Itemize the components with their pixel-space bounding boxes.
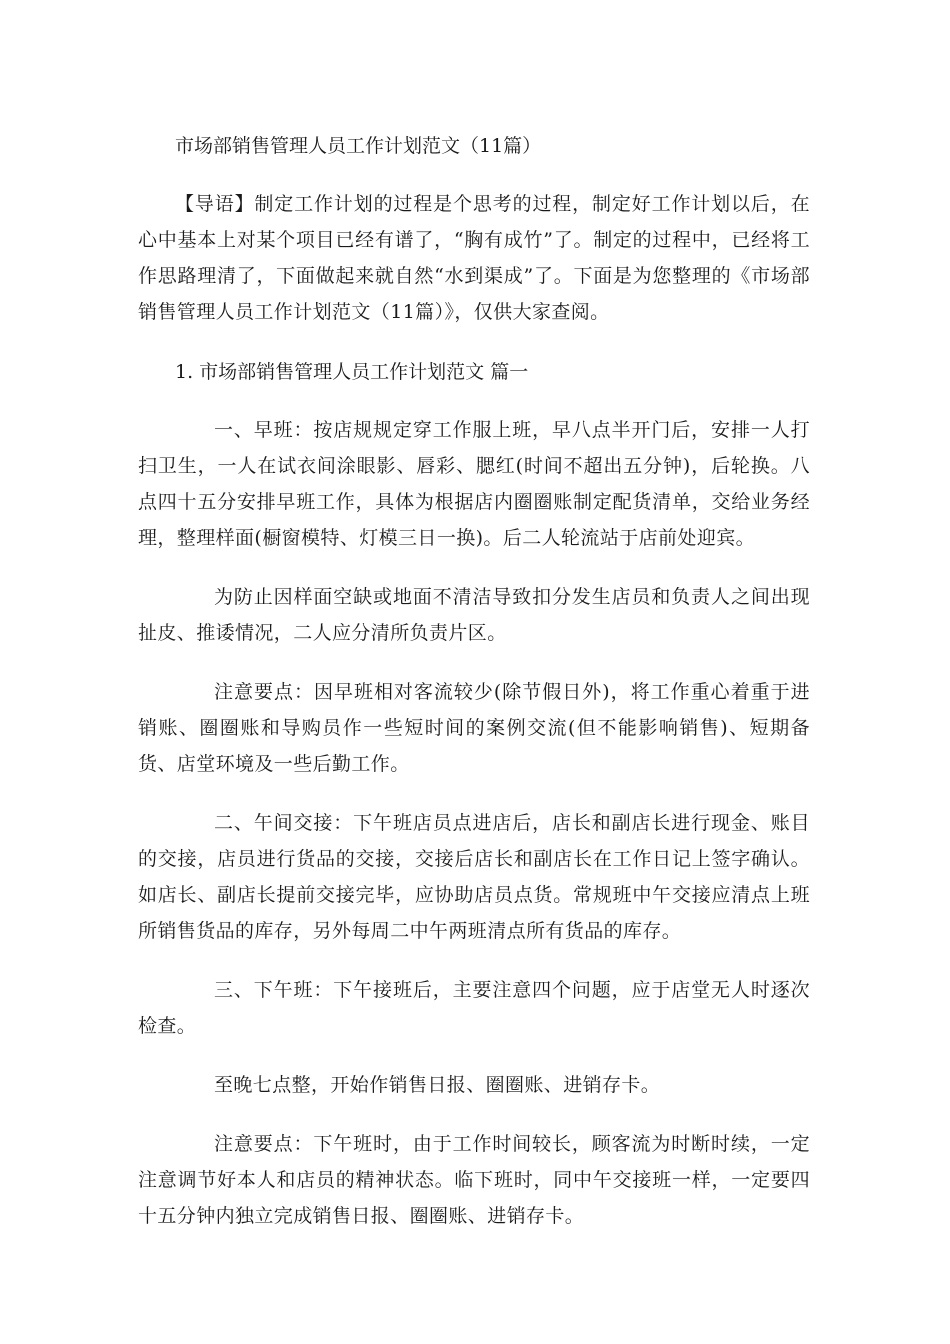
body-paragraph-afternoon-shift: 三、下午班：下午接班后，主要注意四个问题，应于店堂无人时逐次检查。: [138, 979, 810, 1037]
body-paragraph-afternoon-notes: 注意要点：下午班时，由于工作时间较长，顾客流为时断时续，一定注意调节好本人和店员的精神状态。临下班时，同中午交接班一样，一定要四十五分钟内独立完成销售日报、圈圈账、进销存卡。: [138, 1133, 810, 1227]
body-paragraph-morning-notes: 注意要点：因早班相对客流较少(除节假日外)，将工作重心着重于进销账、圈圈账和导购员作一些短时间的案例交流(但不能影响销售)、短期备货、店堂环境及一些后勤工作。: [138, 681, 810, 775]
body-paragraph-area-division: 为防止因样面空缺或地面不清洁导致扣分发生店员和负责人之间出现扯皮、推诿情况，二人应分清所负责片区。: [138, 586, 810, 644]
body-paragraph-evening-reports: 至晚七点整，开始作销售日报、圈圈账、进销存卡。: [214, 1074, 661, 1096]
body-paragraph-noon-handover: 二、午间交接：下午班店员点进店后，店长和副店长进行现金、账目的交接，店员进行货品的交接，交接后店长和副店长在工作日记上签字确认。如店长、副店长提前交接完毕，应协助店员点货。常规班中午交接应清点上班所销售货品的库存，另外每周二中午两班清点所有货品的库存。: [138, 812, 810, 942]
section-heading: 1. 市场部销售管理人员工作计划范文 篇一: [175, 361, 529, 383]
intro-paragraph: 【导语】制定工作计划的过程是个思考的过程，制定好工作计划以后，在心中基本上对某个项目已经有谱了，“胸有成竹”了。制定的过程中，已经将工作思路理清了，下面做起来就自然“水到渠成”了。下面是为您整理的《市场部销售管理人员工作计划范文（11篇）》，仅供大家查阅。: [138, 193, 810, 323]
document-title: 市场部销售管理人员工作计划范文（11篇）: [175, 135, 542, 157]
document-page: [138, 128, 810, 1257]
body-paragraph-morning-shift: 一、早班：按店规规定穿工作服上班，早八点半开门后，安排一人打扫卫生，一人在试衣间涂眼影、唇彩、腮红(时间不超出五分钟)，后轮换。八点四十五分安排早班工作，具体为根据店内圈圈账制定配货清单，交给业务经理，整理样面(橱窗模特、灯模三日一换)。后二人轮流站于店前处迎宾。: [138, 419, 810, 549]
